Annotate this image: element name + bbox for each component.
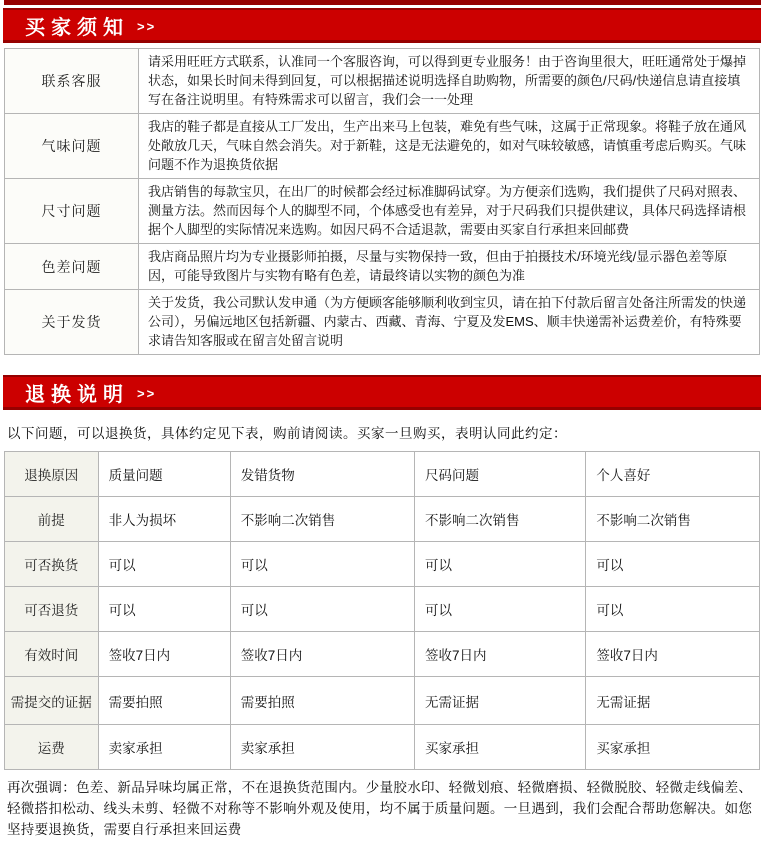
policy-row <box>5 497 760 542</box>
policy-row-cell: 可以 <box>98 587 230 632</box>
policy-row <box>5 677 760 725</box>
notice-row-label: 气味问题 <box>5 114 139 179</box>
top-divider <box>4 0 761 5</box>
buyer-notice-title: 买家须知 <box>25 16 129 39</box>
policy-row-label: 可否换货 <box>5 542 99 587</box>
policy-row-cell: 可以 <box>586 587 760 632</box>
notice-row-content: 请采用旺旺方式联系，认准同一个客服咨询，可以得到更专业服务！由于咨询里很大，旺旺通常处于爆掉状态，如果长时间未得到回复，可以根据描述说明选择自助购物，所需要的颜色/尺码/快递信息请直接填写在备注说明里。有特殊需求可以留言，我们会一一处理 <box>139 49 760 114</box>
return-policy-footnote: 再次强调：色差、新品异味均属正常，不在退换货范围内。少量胶水印、轻微划痕、轻微磨损、轻微脱胶、轻微走线偏差、轻微搭扣松动、线头未剪、轻微不对称等不影响外观及使用，均不属于质量问题。一旦遇到，我们会配合帮助您解决。如您坚持要退换货，需要自行承担来回运费 <box>7 780 753 837</box>
policy-row-cell: 买家承担 <box>586 725 760 770</box>
policy-row-label: 可否退货 <box>5 587 99 632</box>
policy-row-cell: 非人为损坏 <box>98 497 230 542</box>
policy-row <box>5 725 760 770</box>
policy-row-label: 需提交的证据 <box>5 677 99 725</box>
double-chevron-icon: >> <box>137 18 157 34</box>
notice-row-content: 我店销售的每款宝贝，在出厂的时候都会经过标准脚码试穿。为方便亲们选购，我们提供了尺码对照表、测量方法。然而因每个人的脚型不同，个体感受也有差异，对于尺码我们只提供建议，具体尺码选择请根据个人脚型的实际情况来选购。如因尺码不合适退款，需要由买家自行承担来回邮费 <box>139 179 760 244</box>
policy-row-cell: 需要拍照 <box>98 677 230 725</box>
notice-row <box>5 49 760 114</box>
policy-row-cell: 可以 <box>230 542 414 587</box>
return-policy-table <box>4 451 760 770</box>
policy-row-cell: 无需证据 <box>414 677 585 725</box>
notice-row <box>5 290 760 355</box>
policy-row-cell: 可以 <box>230 587 414 632</box>
policy-row-cell: 签收7日内 <box>414 632 585 677</box>
buyer-notice-table-body <box>5 49 760 355</box>
policy-row-label: 有效时间 <box>5 632 99 677</box>
policy-header-row <box>5 452 760 497</box>
policy-header-label: 退换原因 <box>5 452 99 497</box>
return-policy-intro: 以下问题，可以退换货，具体约定见下表，购前请阅读。买家一旦购买，表明认同此约定： <box>7 426 567 441</box>
notice-row-label: 色差问题 <box>5 244 139 290</box>
policy-header-cell: 个人喜好 <box>586 452 760 497</box>
buyer-notice-table <box>4 48 760 355</box>
policy-row-cell: 不影响二次销售 <box>586 497 760 542</box>
policy-row <box>5 632 760 677</box>
return-policy-banner <box>3 375 761 410</box>
buyer-notice-banner <box>3 8 761 43</box>
policy-row-cell: 签收7日内 <box>586 632 760 677</box>
notice-row <box>5 244 760 290</box>
policy-row-cell: 可以 <box>414 542 585 587</box>
notice-row-label: 关于发货 <box>5 290 139 355</box>
policy-row-cell: 买家承担 <box>414 725 585 770</box>
policy-row <box>5 542 760 587</box>
return-policy-table-body <box>5 452 760 770</box>
policy-row-cell: 可以 <box>414 587 585 632</box>
policy-row-cell: 卖家承担 <box>230 725 414 770</box>
notice-row-content: 我店商品照片均为专业摄影师拍摄，尽量与实物保持一致，但由于拍摄技术/环境光线/显示器色差等原因，可能导致图片与实物有略有色差，请最终请以实物的颜色为准 <box>139 244 760 290</box>
notice-row-label: 联系客服 <box>5 49 139 114</box>
policy-row-cell: 不影响二次销售 <box>230 497 414 542</box>
double-chevron-icon: >> <box>137 385 157 401</box>
policy-header-cell: 质量问题 <box>98 452 230 497</box>
notice-row-content: 关于发货，我公司默认发申通（为方便顾客能够顺利收到宝贝，请在拍下付款后留言处备注所需发的快递公司），另偏远地区包括新疆、内蒙古、西藏、青海、宁夏及发EMS、顺丰快递需补运费差价，有特殊要求请告知客服或在留言处留言说明 <box>139 290 760 355</box>
policy-row-cell: 需要拍照 <box>230 677 414 725</box>
notice-row-content: 我店的鞋子都是直接从工厂发出，生产出来马上包装，难免有些气味，这属于正常现象。将鞋子放在通风处敞放几天，气味自然会消失。对于新鞋，这是无法避免的，如对气味较敏感，请慎重考虑后购买。气味问题不作为退换货依据 <box>139 114 760 179</box>
policy-header-cell: 尺码问题 <box>414 452 585 497</box>
notice-row-label: 尺寸问题 <box>5 179 139 244</box>
policy-row-cell: 无需证据 <box>586 677 760 725</box>
policy-row-label: 前提 <box>5 497 99 542</box>
return-policy-title: 退换说明 <box>25 383 129 406</box>
policy-row-cell: 不影响二次销售 <box>414 497 585 542</box>
policy-row-cell: 签收7日内 <box>98 632 230 677</box>
policy-row-cell: 可以 <box>586 542 760 587</box>
policy-row <box>5 587 760 632</box>
policy-header-cell: 发错货物 <box>230 452 414 497</box>
notice-row <box>5 114 760 179</box>
policy-row-cell: 可以 <box>98 542 230 587</box>
policy-row-label: 运费 <box>5 725 99 770</box>
notice-row <box>5 179 760 244</box>
policy-row-cell: 卖家承担 <box>98 725 230 770</box>
policy-row-cell: 签收7日内 <box>230 632 414 677</box>
